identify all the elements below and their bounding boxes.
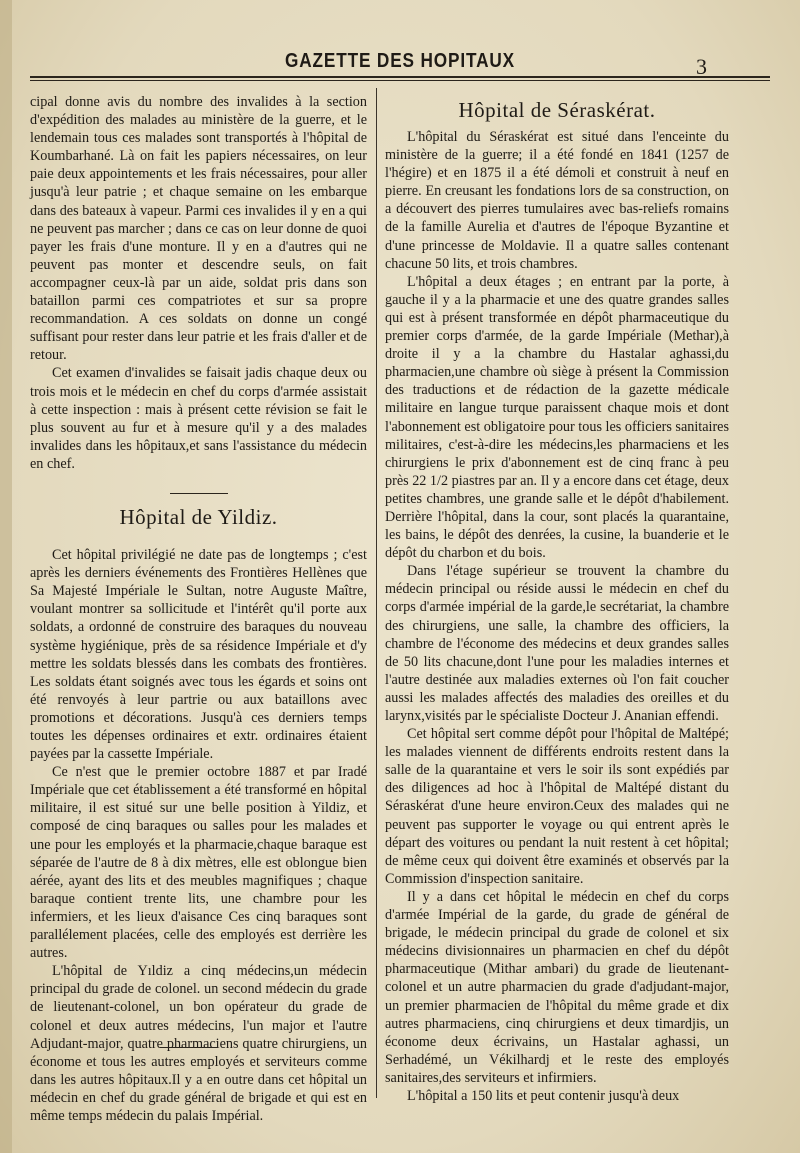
paragraph: Ce n'est que le premier octobre 1887 et par Iradé Impériale que cet établissement a été transformé en hôpital militaire, il est situé sur une belle position à Yildiz, et composé de cinq baraques ou salles pour les malades et une pour les employés et la pharmacie,chaque baraque est séparée de l'autre de 8 à dix mètres, elle est oblongue bien aérée, ayant des lits et des meubles magnifiques ; chaque baraque contient trente lits, une chambre pour les infermiers, et les lieux d'aisance Ces cinq baraques sont parallélement placées, celle des employés est derrière les autres. bbox=[30, 764, 367, 962]
paragraph: L'hôpital de Yıldiz a cinq médecins,un médecin principal du grade de colonel. un second médecin du grade de lieutenant-colonel, un bon opérateur du grade de colonel et deux autres médecins, l'un major et l'autre Adjudant-major, quatre pharmaciens quatre chirurgiens, un économe et tous les autres employés et serviteurs comme dans les autres hôpitaux.Il y a en outre dans cet hôpital un médecin en chef du grade général de brigade et qui est en même temps médecin du palais Impérial. bbox=[30, 963, 367, 1124]
header-rule-thin bbox=[30, 80, 770, 81]
page-edge-shadow bbox=[0, 0, 12, 1153]
paragraph: L'hôpital a deux étages ; en entrant par la porte, à gauche il y a la pharmacie et une des quatre grandes salles qui est à présent transformée en dépôt pharmaceutique du premier corps d'armée, de la garde Impériale (Methar),à droite il y a la chambre du Hastalar aghassi,du pharmacien,une chambre où siège à présent la Commission des traductions et de rédaction de la gazette médicale militaire en langue turque paraissent chaque mois et dont l'abonnement est obligatoire pour tous les officiers sanitaires militaires, c'est-à-dire les médecins,les pharmaciens et les chirurgiens le prix d'abonnement est de cinq franc à peu près 22 1/2 piastres par an. Il y a encore dans cet étage, deux petites chambres, une grande salle et le dépôt d'habilement. Derrière l'hôpital, dans la cour, sont placés la quarantaine, les bains, le dépôt des denrées, la cusine, la buanderie et le dépôt du charbon et du bois. bbox=[385, 273, 729, 562]
paragraph: Cet hôpital sert comme dépôt pour l'hôpital de Maltépé; les malades viennent de différents endroits restent dans la salle de la quarantaine et vers le soir ils sont expédiés par des diligences ad hoc à l'hôpital de Maltépé distant du Séraskérat d'une heure environ.Ceux des malades qui ne peuvent pas supporter le voyage ou qui entrent après le départ des voitures ou pendant la nuit restent à cet hôpital; de même ceux qui doivent être examinés et observés par la Commission d'inspection sanitaire. bbox=[385, 726, 729, 887]
page-number: 3 bbox=[696, 54, 707, 79]
right-column bbox=[385, 128, 729, 1105]
paragraph: L'hôpital du Séraskérat est situé dans l'enceinte du ministère de la guerre; il a été fondé en 1841 (1257 de l'hégire) et en 1875 il a été démoli et construit à neuf en pierre. En creusant les fondations lors de sa construction, on a découvert des pierres tumulaires avec bas-reliefs romains de la famille Aurelia et d'autres de l'époque Byzantine et d'une princesse de Moldavie. Il a quatre salles contenant chacune 50 lits, et trois chambres. bbox=[385, 129, 729, 272]
paragraph: Il y a dans cet hôpital le médecin en chef du corps d'armée Impérial de la garde, du grade de général de brigade, le médecin principal du grade de colonel et six médecins divisionnaires un pharmacien en chef du dépôt pharmaceutique (Mithar ambari) du grade de lieutenant-colonel et un autre pharmacien du grade d'adjudant-major, un premier pharmacien de l'hôpital du même grade et dix autres pharmaciens, cinq chirurgiens et deux timardjis, un économe deux écrivains, un Hastalar aghassi, un Serhadémé, un Vékilhardj et le reste des employés sanitaires,des serviteurs et infirmiers. bbox=[385, 888, 729, 1086]
paragraph: Dans l'étage supérieur se trouvent la chambre du médecin principal ou réside aussi le médecin en chef du corps d'armée impérial de la garde,le secrétariat, la chambre des chirurgiens, une salle, la chambre des officiers, la chambre de l'économe des médecins et deux grandes salles de 50 lits chacune,dont l'une pour les maladies internes et l'autre destinée aux maladies externes où l'on fait coucher aussi les malades affectés des maladies des oreilles et du larynx,visités par le spécialiste Docteur J. Ananian effendi. bbox=[385, 563, 729, 724]
paragraph: cipal donne avis du nombre des invalides à la section d'expédition des malades au ministère de la guerre, et le lendemain tous ces malades sont transportés à l'hôpital de Koumbarhané. Là on fait les papiers nécessaires, on leur paie deux appointements et les frais nécessaires, pour aller jusqu'à leur patrie ; et chaque semaine on les embarque dans des bateaux à vapeur. Parmi ces invalides il y en a qui ne peuvent pas marcher ; dans ce cas on leur donne de quoi payer les frais d'une monture. Il y en a d'autres qui ne peuvent pas monter et descendre seuls, on fait accompagner ceux-là par un aide, soldat pris dans son bataillon parmi ces compatriotes et sur sa propre recommandation. A ces soldats on donne un congé suffisant pour rester dans leur patrie et les frais d'aller et de retour. bbox=[30, 94, 367, 364]
paragraph: Cet hôpital privilégié ne date pas de longtemps ; c'est après les derniers événements des Frontières Hellènes que Sa Majesté Impériale le Sultan, notre Auguste Maître, voulant montrer sa sollicitude et l'intérêt qu'il porte aux soldats, a ordonné de construire des baraques du nouveau système hygiénique, près de sa résidence Impériale et d'y mettre les soldats blessés dans les combats des frontières. Les soldats étant soignés avec tous les égards et soins ont été renvoyés à leur partrie ou aux bataillons avec promotions et décorations. Jusqu'à ces derniers temps toutes les dépenses ordinaires et extr. ordinaires étaient payées par la cassette Impériale. bbox=[30, 547, 367, 763]
paragraph: Cet examen d'invalides se faisait jadis chaque deux ou trois mois et le médecin en chef du corps d'armée assistait à cette inspection : mais à présent cette révision se fait le plus souvent au fur et à mesure qu'il y a des malades invalides dans les hôpitaux,et sans l'assistance du médecin en chef. bbox=[30, 365, 367, 472]
header-rule-thick bbox=[30, 76, 770, 78]
running-title: GAZETTE DES HOPITAUX bbox=[285, 50, 515, 72]
paragraph: L'hôpital a 150 lits et peut contenir jusqu'à deux bbox=[407, 1087, 680, 1104]
column-divider bbox=[376, 88, 377, 1098]
left-column bbox=[30, 93, 367, 1125]
end-separator bbox=[160, 1047, 218, 1048]
section-separator bbox=[170, 493, 228, 494]
section-title-seraskerat: Hôpital de Séraskérat. bbox=[458, 98, 656, 122]
section-title-yildiz: Hôpital de Yildiz. bbox=[119, 504, 278, 529]
